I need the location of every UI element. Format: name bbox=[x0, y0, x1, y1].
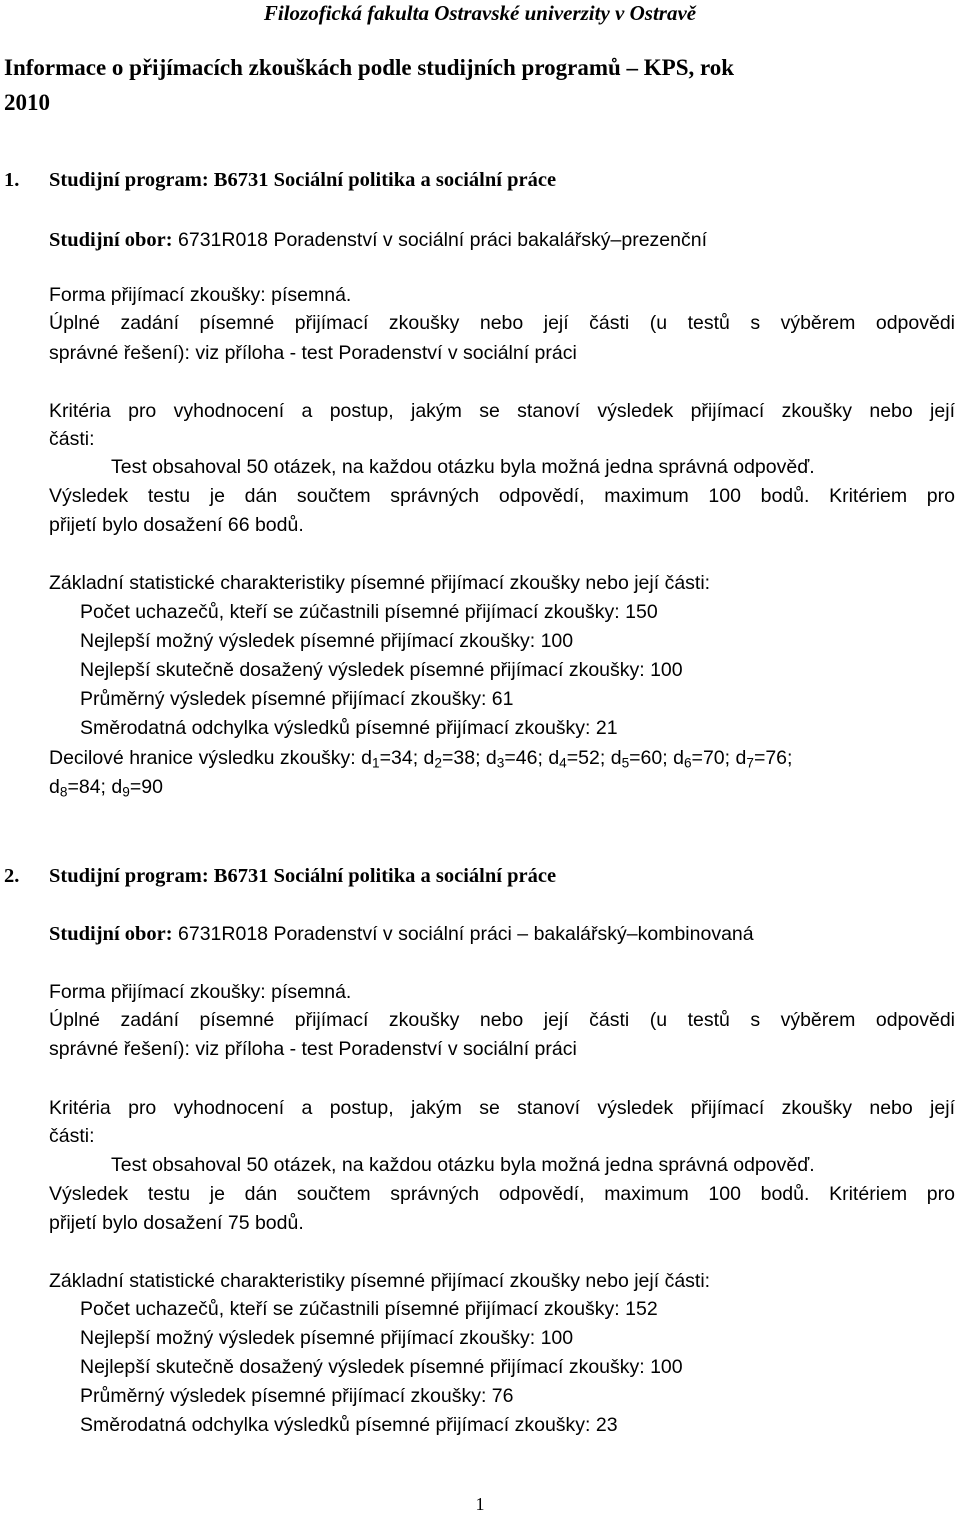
section-1-stat-applicants: Počet uchazečů, kteří se zúčastnili písemné přijímací zkoušky: 150 bbox=[80, 601, 658, 623]
faculty-header: Filozofická fakulta Ostravské univerzity v Ostravě bbox=[263, 1, 697, 25]
decile-d7: $d_7=76$; bbox=[735, 747, 793, 771]
section-2-prijeti-line: přijetí bylo dosažení 75 bodů. bbox=[49, 1212, 304, 1234]
section-1-prijeti-line: přijetí bylo dosažení 66 bodů. bbox=[49, 514, 304, 536]
obor-label: Studijní obor: bbox=[49, 923, 173, 945]
section-1-stat-best-possible: Nejlepší možný výsledek písemné přijímací zkoušky: 100 bbox=[80, 630, 574, 652]
section-1-deciles-line-1 bbox=[49, 749, 792, 769]
section-2-stat-best-achieved: Nejlepší skutečně dosažený výsledek písemné přijímací zkoušky: 100 bbox=[80, 1356, 683, 1378]
decile-label: Decilové hranice výsledku zkoušky: bbox=[49, 747, 356, 769]
decile-d6: $d_6=70$; bbox=[673, 747, 731, 771]
section-2-stat-applicants: Počet uchazečů, kteří se zúčastnili písemné přijímací zkoušky: 152 bbox=[80, 1298, 658, 1320]
section-1-forma: Forma přijímací zkoušky: písemná. bbox=[49, 284, 352, 306]
section-1-test-line: Test obsahoval 50 otázek, na každou otázku byla možná jedna správná odpověď. bbox=[111, 456, 815, 478]
decile-d2: $d_2=38$; bbox=[423, 747, 481, 771]
decile-d4: $d_4=52$; bbox=[548, 747, 606, 771]
section-2-heading bbox=[4, 866, 556, 887]
section-1-obor bbox=[49, 230, 707, 251]
section-1-kriteria-1: Kritéria pro vyhodnocení a postup, jakým se stanoví výsledek přijímací zkoušky nebo její bbox=[49, 400, 955, 422]
section-program: Studijní program: B6731 Sociální politika a sociální práce bbox=[49, 169, 557, 191]
section-2-zadani-1: Úplné zadání písemné přijímací zkoušky nebo její části (u testů s výběrem odpovědi bbox=[49, 1009, 955, 1031]
section-program: Studijní program: B6731 Sociální politika a sociální práce bbox=[49, 865, 557, 887]
section-1-stats-heading: Základní statistické charakteristiky písemné přijímací zkoušky nebo její části: bbox=[49, 572, 711, 594]
page-title: Informace o přijímacích zkouškách podle studijních programů – KPS, rok bbox=[4, 55, 735, 80]
section-2-test-line: Test obsahoval 50 otázek, na každou otázku byla možná jedna správná odpověď. bbox=[111, 1154, 815, 1176]
section-number: 1. bbox=[4, 169, 20, 191]
section-2-kriteria-2: části: bbox=[49, 1125, 95, 1147]
section-2-stat-best-possible: Nejlepší možný výsledek písemné přijímací zkoušky: 100 bbox=[80, 1327, 574, 1349]
section-2-vysledek-line: Výsledek testu je dán součtem správných odpovědí, maximum 100 bodů. Kritériem pro bbox=[49, 1183, 955, 1205]
decile-d5: $d_5=60$; bbox=[610, 747, 668, 771]
decile-d9: $d_9=90$ bbox=[111, 776, 163, 800]
section-1-stat-best-achieved: Nejlepší skutečně dosažený výsledek písemné přijímací zkoušky: 100 bbox=[80, 659, 683, 681]
decile-d3: $d_3=46$; bbox=[485, 747, 543, 771]
section-1-deciles-line-2 bbox=[49, 778, 163, 798]
section-1-zadani-2: správné řešení): viz příloha - test Poradenství v sociální práci bbox=[49, 342, 577, 364]
page-number: 1 bbox=[475, 1494, 485, 1514]
section-2-stat-stddev: Směrodatná odchylka výsledků písemné přijímací zkoušky: 23 bbox=[80, 1414, 618, 1436]
section-1-kriteria-2: části: bbox=[49, 428, 95, 450]
section-1-zadani-1: Úplné zadání písemné přijímací zkoušky nebo její části (u testů s výběrem odpovědi bbox=[49, 312, 955, 334]
section-2-stat-average: Průměrný výsledek písemné přijímací zkoušky: 76 bbox=[80, 1385, 514, 1407]
page-title-year: 2010 bbox=[4, 90, 50, 115]
section-2-forma: Forma přijímací zkoušky: písemná. bbox=[49, 981, 352, 1003]
section-2-zadani-2: správné řešení): viz příloha - test Poradenství v sociální práci bbox=[49, 1038, 577, 1060]
section-1-stat-stddev: Směrodatná odchylka výsledků písemné přijímací zkoušky: 21 bbox=[80, 717, 618, 739]
decile-d1: $d_1=34$; bbox=[361, 747, 419, 771]
decile-d8: $d_8=84$; bbox=[49, 776, 106, 800]
obor-label: Studijní obor: bbox=[49, 229, 173, 251]
section-1-stat-average: Průměrný výsledek písemné přijímací zkoušky: 61 bbox=[80, 688, 514, 710]
obor-value: 6731R018 Poradenství v sociální práci – bakalářský–kombinovaná bbox=[172, 923, 754, 945]
section-number: 2. bbox=[4, 865, 20, 887]
section-1-vysledek-line: Výsledek testu je dán součtem správných odpovědí, maximum 100 bodů. Kritériem pro bbox=[49, 485, 955, 507]
obor-value: 6731R018 Poradenství v sociální práci bakalářský–prezenční bbox=[172, 229, 707, 251]
section-2-obor bbox=[49, 924, 754, 945]
section-2-stats-heading: Základní statistické charakteristiky písemné přijímací zkoušky nebo její části: bbox=[49, 1270, 711, 1292]
section-1-heading bbox=[4, 170, 556, 191]
section-2-kriteria-1: Kritéria pro vyhodnocení a postup, jakým se stanoví výsledek přijímací zkoušky nebo její bbox=[49, 1097, 955, 1119]
